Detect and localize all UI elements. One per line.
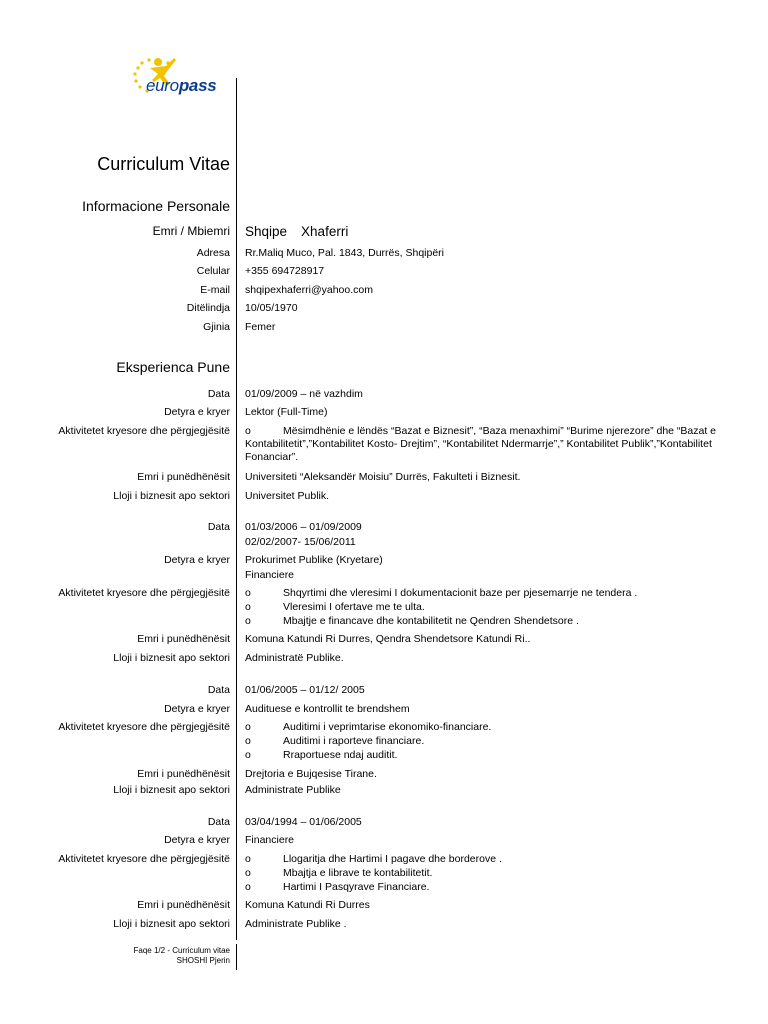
activities-label: Aktivitetet kryesore dhe përgjegjësitë: [58, 425, 230, 437]
position-label: Detyra e kryer: [164, 554, 230, 566]
entry-activity: o Auditimi i raporteve financiare.: [245, 735, 425, 747]
entry-sector: Administrate Publike .: [245, 918, 347, 930]
entry-sector: Universitet Publik.: [245, 490, 330, 502]
bullet-marker: o: [245, 615, 251, 627]
page-footer: [134, 946, 230, 966]
date-label: Data: [207, 388, 230, 400]
phone-label: Celular: [196, 265, 230, 277]
bullet-marker: o: [245, 601, 251, 613]
europass-logo: [128, 54, 228, 104]
entry-sector: Administratë Publike.: [245, 652, 344, 664]
entry-activity: o Hartimi I Pasqyrave Financiare.: [245, 881, 430, 893]
employer-label: Emri i punëdhënësit: [137, 768, 230, 780]
phone-value: +355 694728917: [245, 265, 325, 277]
entry-activity: o Llogaritja dhe Hartimi I pagave dhe borderove .: [245, 853, 502, 865]
sector-label: Lloji i biznesit apo sektori: [113, 918, 230, 930]
entry-activity: o Rraportuese ndaj auditit.: [245, 749, 398, 761]
entry-position: Prokurimet Publike (Kryetare): [245, 554, 383, 566]
entry-date: 02/02/2007- 15/06/2011: [245, 536, 356, 548]
entry-position: Audituese e kontrollit te brendshem: [245, 703, 410, 715]
entry-date: 01/09/2009 – në vazhdim: [245, 388, 363, 400]
employer-label: Emri i punëdhënësit: [137, 899, 230, 911]
entry-activity: o Auditimi i veprimtarise ekonomiko-financiare.: [245, 721, 492, 733]
bullet-marker: o: [245, 867, 251, 879]
page-title: Curriculum Vitae: [97, 154, 230, 174]
address-label: Adresa: [196, 247, 230, 259]
name-label: Emri / Mbiemri: [152, 224, 230, 238]
entry-date: 01/03/2006 – 01/09/2009: [245, 521, 362, 533]
bullet-marker: o: [245, 881, 251, 893]
sector-label: Lloji i biznesit apo sektori: [113, 490, 230, 502]
europass-wordmark: europass: [146, 76, 217, 95]
entry-position: Lektor (Full-Time): [245, 406, 328, 418]
full-name: [245, 224, 348, 239]
bullet-marker: o: [245, 735, 251, 747]
position-label: Detyra e kryer: [164, 834, 230, 846]
footer-author: SHOSHI Pjerin: [176, 956, 230, 965]
employer-label: Emri i punëdhënësit: [137, 471, 230, 483]
entry-employer: Komuna Katundi Ri Durres: [245, 899, 370, 911]
entry-activity: o Mbajtja e librave te kontabilitetit.: [245, 867, 433, 879]
entry-employer: Universiteti “Aleksandër Moisiu” Durrës, Fakulteti i Biznesit.: [245, 471, 521, 483]
footer-rule: [236, 944, 237, 970]
personal-info-heading: Informacione Personale: [82, 198, 230, 214]
entry-employer: Drejtoria e Bujqesise Tirane.: [245, 768, 377, 780]
entry-employer: Komuna Katundi Ri Durres, Qendra Shendetsore Katundi Ri..: [245, 633, 531, 645]
email-label: E-mail: [200, 284, 230, 296]
first-name: Shqipe: [245, 224, 288, 239]
bullet-marker: o: [245, 749, 251, 761]
entry-date: 03/04/1994 – 01/06/2005: [245, 816, 362, 828]
birthdate-label: Ditëlindja: [186, 302, 230, 314]
entry-activity: o Mbajtje e financave dhe kontabilitetit ne Qendren Shendetsore .: [245, 615, 579, 627]
bullet-marker: o: [245, 425, 251, 437]
position-label: Detyra e kryer: [164, 406, 230, 418]
birthdate-value: 10/05/1970: [245, 302, 298, 314]
bullet-marker: o: [245, 587, 251, 599]
entry-activity: o Mësimdhënie e lëndës “Bazat e Biznesit”, “Baza menaxhimi” “Burime njerezore” dhe “Bazat e Kontabilitetit”,”Kontabilitet Kosto- Drejtim”, “Kontabilitet Ndermarrje”,” Kontabilitet Publik”,”Kontabilitet Fonanciar”.: [245, 425, 717, 463]
email-value: shqipexhaferri@yahoo.com: [245, 284, 373, 296]
activities-label: Aktivitetet kryesore dhe përgjegjësitë: [58, 587, 230, 599]
entry-position: Financiere: [245, 569, 295, 581]
position-label: Detyra e kryer: [164, 703, 230, 715]
date-label: Data: [207, 816, 230, 828]
entry-activity: o Shqyrtimi dhe vleresimi I dokumentacionit baze per pjesemarrje ne tendera .: [245, 587, 638, 599]
last-name: Xhaferri: [301, 224, 349, 239]
entry-activity: o Vleresimi I ofertave me te ulta.: [245, 601, 425, 613]
activities-label: Aktivitetet kryesore dhe përgjegjësitë: [58, 853, 230, 865]
sector-label: Lloji i biznesit apo sektori: [113, 652, 230, 664]
vertical-rule: [236, 78, 237, 940]
entry-sector: Administrate Publike: [245, 784, 341, 796]
employer-label: Emri i punëdhënësit: [137, 633, 230, 645]
bullet-marker: o: [245, 721, 251, 733]
experience-heading: Eksperienca Pune: [116, 359, 230, 375]
activities-label: Aktivitetet kryesore dhe përgjegjësitë: [58, 721, 230, 733]
date-label: Data: [207, 684, 230, 696]
address-value: Rr.Maliq Muco, Pal. 1843, Durrës, Shqipëri: [245, 247, 445, 259]
entry-date: 01/06/2005 – 01/12/ 2005: [245, 684, 365, 696]
gender-label: Gjinia: [203, 321, 230, 333]
gender-value: Femer: [245, 321, 276, 333]
entry-position: Financiere: [245, 834, 295, 846]
footer-page-info: Faqe 1/2 - Curriculum vitae: [133, 946, 230, 955]
sector-label: Lloji i biznesit apo sektori: [113, 784, 230, 796]
date-label: Data: [207, 521, 230, 533]
bullet-marker: o: [245, 853, 251, 865]
